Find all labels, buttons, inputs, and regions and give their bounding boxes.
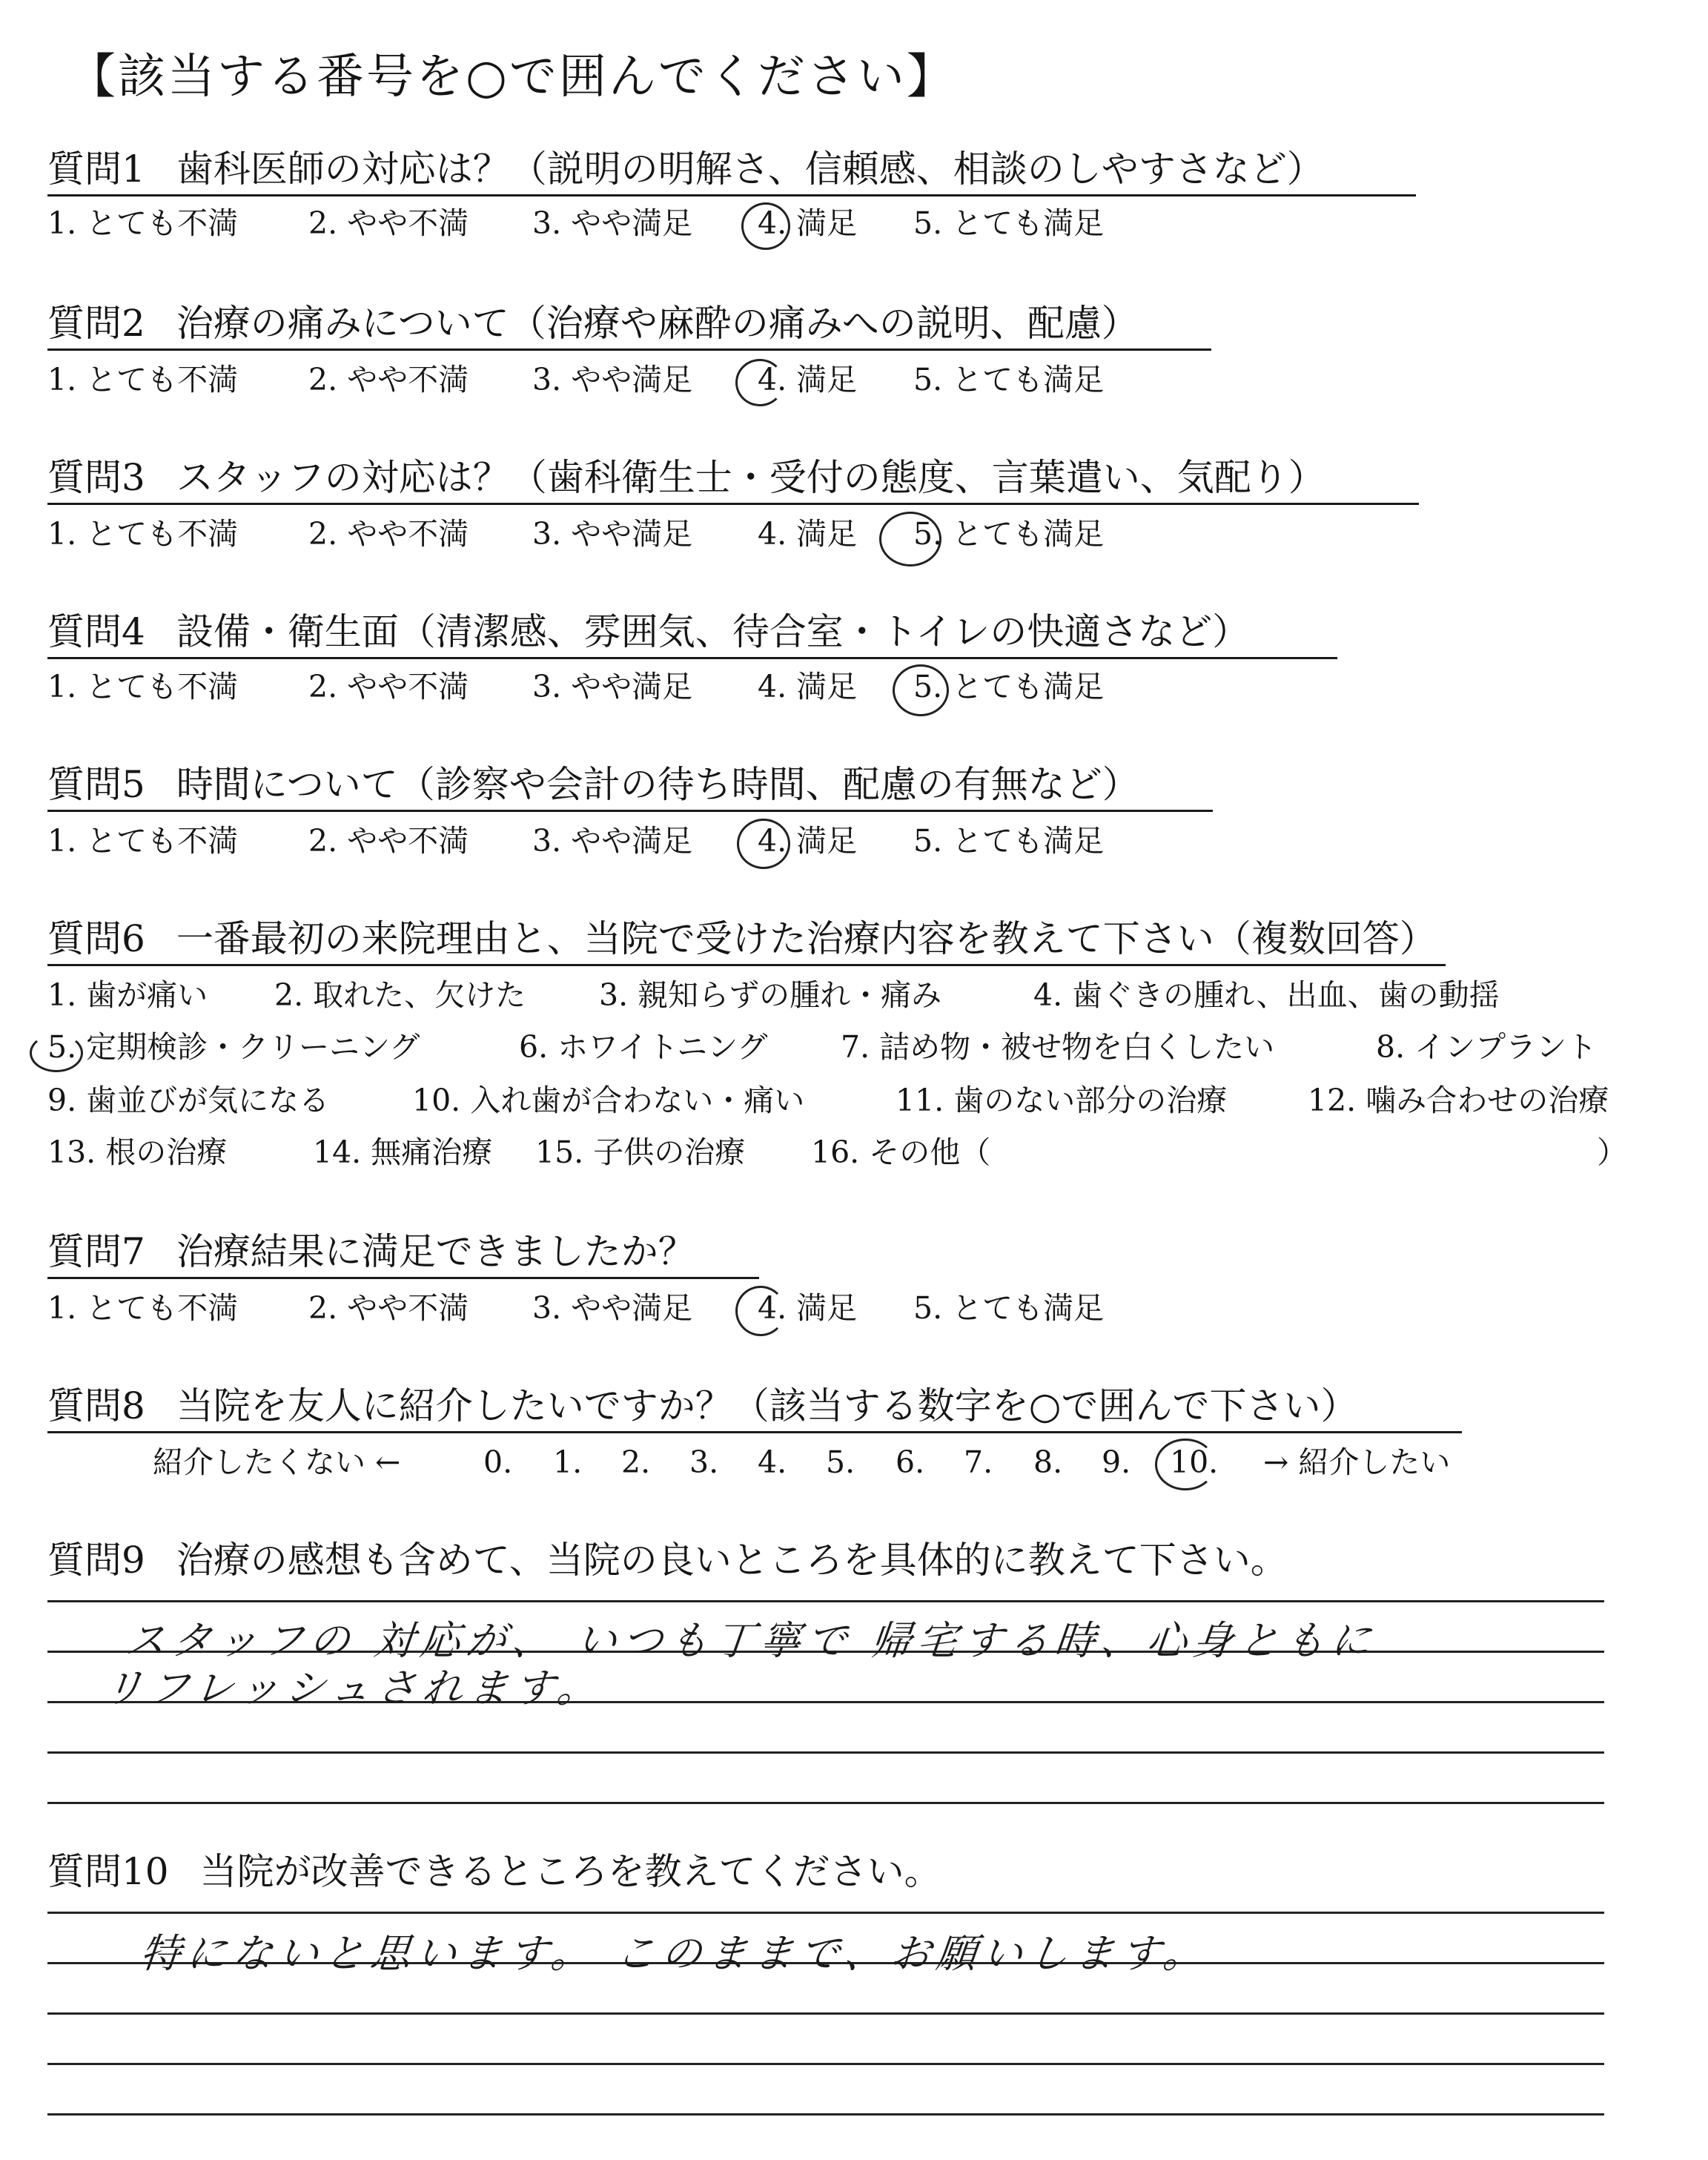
option-5[interactable]: 5. とても満足 xyxy=(913,823,1105,859)
option-4[interactable]: 4. 満足 xyxy=(758,205,858,241)
option-5[interactable]: 5. とても満足 xyxy=(913,1290,1105,1326)
question-3-text: スタッフの対応は？（歯科衛生士・受付の態度、言葉遣い、気配り） xyxy=(176,456,1325,499)
question-2-number: 質問2 xyxy=(47,302,145,345)
question-4-heading xyxy=(47,608,1249,657)
reason-option[interactable]: 13. 根の治療 xyxy=(47,1135,228,1170)
question-3-number: 質問3 xyxy=(47,456,145,499)
option-1[interactable]: 1. とても不満 xyxy=(47,516,239,552)
question-4-number: 質問4 xyxy=(47,610,145,653)
answer-line xyxy=(47,1912,1604,1914)
question-8-text: 当院を友人に紹介したいですか？（該当する数字を○で囲んで下さい） xyxy=(176,1384,1358,1427)
answer-line xyxy=(47,2012,1604,2015)
question-2-text: 治療の痛みについて（治療や麻酔の痛みへの説明、配慮） xyxy=(176,302,1139,345)
question-9-number: 質問9 xyxy=(47,1539,145,1582)
question-2-heading xyxy=(47,300,1139,349)
q10-handwritten-line-1: 特にないと思います。 このままで、お願いします。 xyxy=(138,1930,1212,1977)
question-8-heading xyxy=(47,1382,1357,1431)
option-3[interactable]: 3. やや満足 xyxy=(532,823,693,859)
reason-option[interactable]: 3. 親知らずの腫れ・痛み xyxy=(599,977,942,1013)
option-4[interactable]: 4. 満足 xyxy=(758,823,858,859)
scale-left-label: 紹介したくない ← xyxy=(153,1444,401,1480)
other-close-paren: ） xyxy=(1597,1135,1627,1170)
option-2[interactable]: 2. やや不満 xyxy=(308,362,469,397)
scale-number[interactable]: 7. xyxy=(964,1444,993,1480)
reason-option[interactable]: 14. 無痛治療 xyxy=(313,1135,493,1170)
question-1-heading xyxy=(47,145,1324,194)
option-4[interactable]: 4. 満足 xyxy=(758,1290,858,1326)
question-1-underline xyxy=(47,194,1416,196)
reason-option[interactable]: 7. 詰め物・被せ物を白くしたい xyxy=(841,1029,1275,1065)
reason-option[interactable]: 15. 子供の治療 xyxy=(535,1135,746,1170)
answer-line xyxy=(47,2063,1604,2065)
scale-number[interactable]: 3. xyxy=(689,1444,719,1480)
answer-line xyxy=(47,1751,1604,1754)
question-4-underline xyxy=(47,657,1337,659)
scale-number[interactable]: 1. xyxy=(553,1444,583,1480)
scale-number[interactable]: 9. xyxy=(1102,1444,1131,1480)
survey-title: 【該当する番号を○で囲んでください】 xyxy=(68,50,956,105)
reason-option[interactable]: 5. 定期検診・クリーニング xyxy=(47,1029,420,1065)
reason-option[interactable]: 2. 取れた、欠けた xyxy=(274,977,526,1013)
question-6-heading xyxy=(47,915,1437,964)
scale-number[interactable]: 6. xyxy=(896,1444,925,1480)
option-5[interactable]: 5. とても満足 xyxy=(913,205,1105,241)
option-2[interactable]: 2. やや不満 xyxy=(308,516,469,552)
question-6-number: 質問6 xyxy=(47,917,145,960)
answer-line xyxy=(47,1600,1604,1602)
option-4[interactable]: 4. 満足 xyxy=(758,516,858,552)
option-5[interactable]: 5. とても満足 xyxy=(913,362,1105,397)
reason-option[interactable]: 4. 歯ぐきの腫れ、出血、歯の動揺 xyxy=(1033,977,1500,1013)
option-3[interactable]: 3. やや満足 xyxy=(532,1290,693,1326)
reason-option[interactable]: 11. 歯のない部分の治療 xyxy=(896,1083,1228,1118)
reason-option[interactable]: 6. ホワイトニング xyxy=(519,1029,768,1065)
question-7-underline xyxy=(47,1277,759,1279)
option-4[interactable]: 4. 満足 xyxy=(758,362,858,397)
question-10-number: 質問10 xyxy=(47,1850,169,1893)
question-5-number: 質問5 xyxy=(47,763,145,806)
reason-option-other[interactable]: 16. その他（ xyxy=(811,1135,991,1170)
option-2[interactable]: 2. やや不満 xyxy=(308,1290,469,1326)
option-5[interactable]: 5. とても満足 xyxy=(913,669,1105,704)
scale-number[interactable]: 4. xyxy=(758,1444,787,1480)
option-4[interactable]: 4. 満足 xyxy=(758,669,858,704)
scale-number[interactable]: 0. xyxy=(483,1444,513,1480)
option-1[interactable]: 1. とても不満 xyxy=(47,362,239,397)
option-1[interactable]: 1. とても不満 xyxy=(47,823,239,859)
question-10-heading xyxy=(47,1848,941,1897)
option-1[interactable]: 1. とても不満 xyxy=(47,205,239,241)
scale-number[interactable]: 2. xyxy=(621,1444,651,1480)
question-4-text: 設備・衛生面（清潔感、雰囲気、待合室・トイレの快適さなど） xyxy=(176,610,1250,653)
option-3[interactable]: 3. やや満足 xyxy=(532,669,693,704)
question-5-heading xyxy=(47,761,1139,810)
question-5-text: 時間について（診察や会計の待ち時間、配慮の有無など） xyxy=(176,763,1139,806)
option-3[interactable]: 3. やや満足 xyxy=(532,516,693,552)
option-2[interactable]: 2. やや不満 xyxy=(308,823,469,859)
question-10-text: 当院が改善できるところを教えてください。 xyxy=(199,1850,941,1893)
option-1[interactable]: 1. とても不満 xyxy=(47,669,239,704)
question-5-underline xyxy=(47,810,1213,812)
scale-number[interactable]: 5. xyxy=(826,1444,855,1480)
question-8-number: 質問8 xyxy=(47,1384,145,1427)
scale-number[interactable]: 8. xyxy=(1033,1444,1063,1480)
question-6-text: 一番最初の来院理由と、当院で受けた治療内容を教えて下さい（複数回答） xyxy=(176,917,1437,960)
scale-number[interactable]: 10. xyxy=(1170,1444,1219,1480)
question-1-number: 質問1 xyxy=(47,148,145,191)
question-7-heading xyxy=(47,1228,695,1277)
question-9-text: 治療の感想も含めて、当院の良いところを具体的に教えて下さい。 xyxy=(176,1539,1288,1582)
question-7-number: 質問7 xyxy=(47,1230,145,1273)
reason-option[interactable]: 1. 歯が痛い xyxy=(47,977,208,1013)
reason-option[interactable]: 12. 噛み合わせの治療 xyxy=(1308,1083,1609,1118)
question-9-heading xyxy=(47,1536,1288,1585)
scale-right-label: → 紹介したい xyxy=(1263,1444,1451,1480)
question-8-underline xyxy=(47,1431,1462,1433)
reason-option[interactable]: 8. インプラント xyxy=(1376,1029,1598,1065)
option-2[interactable]: 2. やや不満 xyxy=(308,669,469,704)
reason-option[interactable]: 9. 歯並びが気になる xyxy=(47,1083,330,1118)
option-3[interactable]: 3. やや満足 xyxy=(532,205,693,241)
option-5[interactable]: 5. とても満足 xyxy=(913,516,1105,552)
question-3-underline xyxy=(47,503,1419,505)
question-1-text: 歯科医師の対応は？（説明の明解さ、信頼感、相談のしやすさなど） xyxy=(176,148,1324,191)
answer-line xyxy=(47,1802,1604,1804)
question-3-heading xyxy=(47,454,1325,503)
q9-handwritten-line-1: スタッフの 対応が、 いつも丁寧で 帰宅する時、心身ともに xyxy=(123,1617,1380,1664)
q9-handwritten-line-2: リフレッシュされます。 xyxy=(101,1665,606,1711)
option-2[interactable]: 2. やや不満 xyxy=(308,205,469,241)
reason-option[interactable]: 10. 入れ歯が合わない・痛い xyxy=(412,1083,805,1118)
question-2-underline xyxy=(47,349,1211,351)
answer-line xyxy=(47,2113,1604,2116)
question-6-underline xyxy=(47,964,1446,966)
option-3[interactable]: 3. やや満足 xyxy=(532,362,693,397)
option-1[interactable]: 1. とても不満 xyxy=(47,1290,239,1326)
question-7-text: 治療結果に満足できましたか？ xyxy=(176,1230,695,1273)
